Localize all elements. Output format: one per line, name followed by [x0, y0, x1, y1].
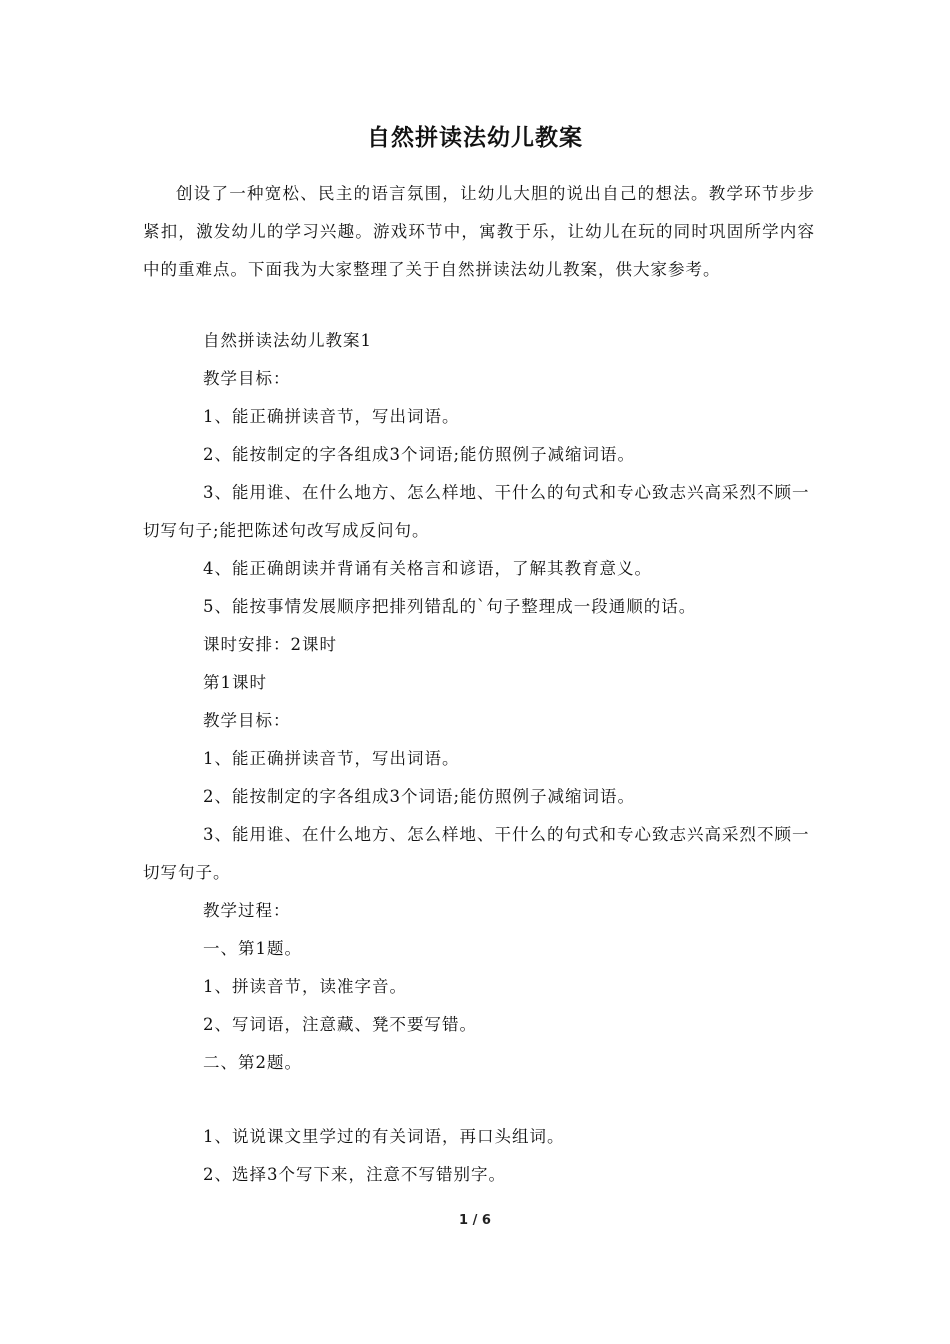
- process-label: 教学过程：: [203, 901, 291, 920]
- step-item: 2、选择3个写下来，注意不写错别字。: [203, 1165, 506, 1184]
- goal-item: 3、能用谁、在什么地方、怎么样地、干什么的句式和专心致志兴高采烈不顾一切写句子。: [143, 825, 810, 882]
- goal-item: 2、能按制定的字各组成3个词语;能仿照例子减缩词语。: [203, 787, 636, 806]
- page-indicator: 1 / 6: [459, 1213, 491, 1228]
- goal-item: 1、能正确拼读音节，写出词语。: [203, 749, 460, 768]
- document-title: 自然拼读法幼儿教案: [367, 124, 583, 151]
- step-item: 1、拼读音节，读准字音。: [203, 977, 407, 996]
- goal-item: 4、能正确朗读并背诵有关格言和谚语，了解其教育意义。: [203, 559, 652, 578]
- step-heading: 二、第2题。: [203, 1053, 302, 1072]
- goal-item: 3、能用谁、在什么地方、怎么样地、干什么的句式和专心致志兴高采烈不顾一切写句子;能把陈述句改写成反问句。: [143, 483, 810, 540]
- step-heading: 一、第1题。: [203, 939, 302, 958]
- intro-paragraph: 创设了一种宽松、民主的语言氛围，让幼儿大胆的说出自己的想法。教学环节步步紧扣，激发幼儿的学习兴趣。游戏环节中，寓教于乐，让幼儿在玩的同时巩固所学内容中的重难点。下面我为大家整理了关于自然拼读法幼儿教案，供大家参考。: [143, 184, 815, 279]
- step-item: 1、说说课文里学过的有关词语，再口头组词。: [203, 1127, 565, 1146]
- goal-item: 5、能按事情发展顺序把排列错乱的`句子整理成一段通顺的话。: [203, 597, 697, 616]
- schedule-line: 课时安排：2课时: [203, 635, 337, 654]
- lesson-heading: 第1课时: [203, 673, 267, 692]
- goal-item: 2、能按制定的字各组成3个词语;能仿照例子减缩词语。: [203, 445, 636, 464]
- goal-item: 1、能正确拼读音节，写出词语。: [203, 407, 460, 426]
- goals-label: 教学目标：: [203, 369, 291, 388]
- section-heading: 自然拼读法幼儿教案1: [203, 331, 372, 350]
- goals-label: 教学目标：: [203, 711, 291, 730]
- step-item: 2、写词语，注意藏、凳不要写错。: [203, 1015, 477, 1034]
